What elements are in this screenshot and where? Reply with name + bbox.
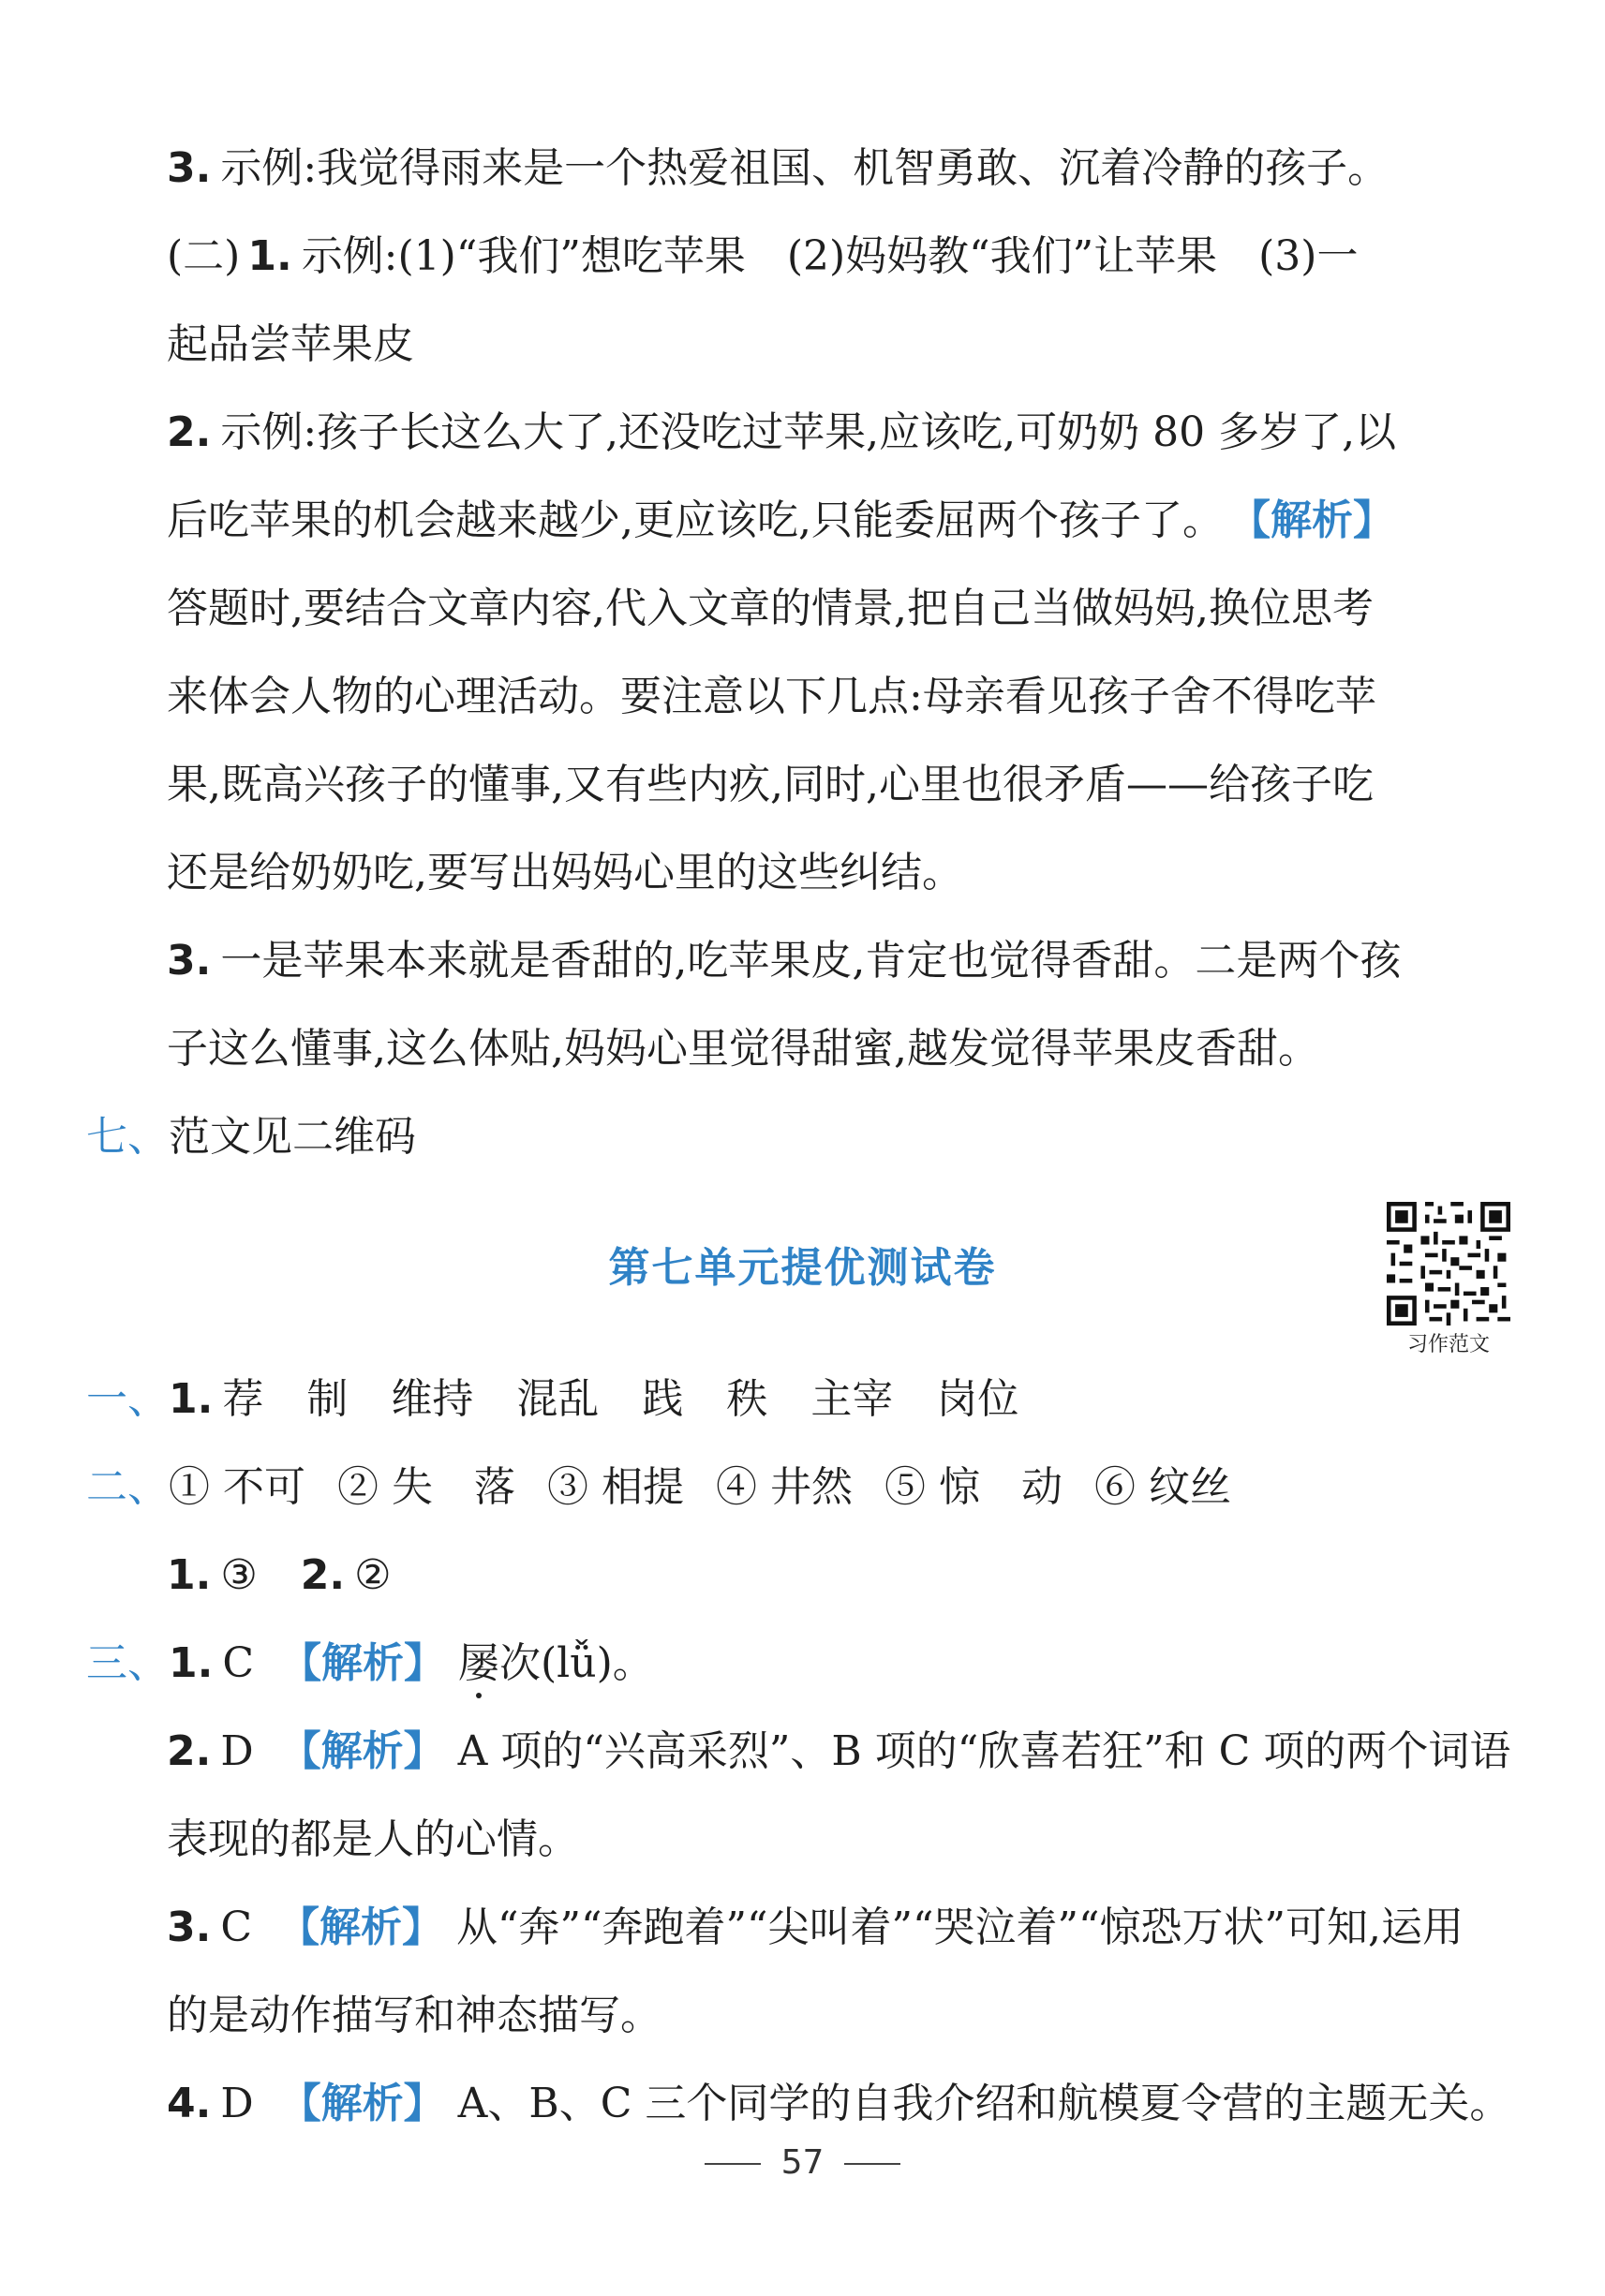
section-number: 三、 [86,1639,169,1687]
section-number: 七、 [86,1113,169,1161]
qr-code-icon[interactable] [1387,1202,1510,1326]
analysis-tag: 【解析】 [280,1639,446,1687]
section-seven: 七、范文见二维码 [86,1113,416,1161]
page-footer [0,2143,1605,2182]
answer-line: 子这么懂事,这么体贴,妈妈心里觉得甜蜜,越发觉得苹果皮香甜。 [167,1025,1319,1073]
answer-line: 2. D 【解析】 A 项的“兴高采烈”、B 项的“欣喜若狂”和 C 项的两个词语 [167,1727,1511,1775]
section-number: 二、 [86,1463,169,1511]
answer-line: 1. ③ 2. ② [167,1551,392,1599]
answer-line: 3. C 【解析】 从“奔”“奔跑着”“尖叫着”“哭泣着”“惊恐万状”可知,运用 [167,1903,1464,1951]
page-number: 57 [780,2143,825,2182]
answer-line: 三、1. C 【解析】 屡次(lǚ)。 [86,1639,654,1687]
answer-line: 4. D 【解析】 A、B、C 三个同学的自我介绍和航模夏令营的主题无关。 [167,2080,1511,2127]
analysis-tag: 【解析】 [1249,496,1394,544]
answer-line: 起品尝苹果皮 [167,320,414,368]
answer-line: 答题时,要结合文章内容,代入文章的情景,把自己当做妈妈,换位思考 [167,585,1374,632]
answer-line: 后吃苹果的机会越来越少,更应该吃,只能委屈两个孩子了。 【解析】 [167,496,1394,544]
analysis-tag: 【解析】 [279,2080,445,2127]
answer-line: 还是给奶奶吃,要写出妈妈心里的这些纠结。 [167,849,963,896]
analysis-tag: 【解析】 [278,1903,444,1951]
qr-caption: 习作范文 [1406,1333,1490,1356]
answer-line: 3. 示例:我觉得雨来是一个热爱祖国、机智勇敢、沉着冷静的孩子。 [167,144,1390,192]
page-title: 第七单元提优测试卷 [608,1244,997,1292]
analysis-tag: 【解析】 [279,1727,445,1775]
answer-line: 果,既高兴孩子的懂事,又有些内疚,同时,心里也很矛盾——给孩子吃 [167,761,1374,808]
answer-line: 一、1. 荐 制 维持 混乱 践 秩 主宰 岗位 [86,1375,1019,1423]
answer-line: (二) 1. 示例:(1)“我们”想吃苹果 (2)妈妈教“我们”让苹果 (3)一 [167,232,1359,280]
answer-line: 表现的都是人的心情。 [167,1815,579,1863]
answer-line: 2. 示例:孩子长这么大了,还没吃过苹果,应该吃,可奶奶 80 多岁了,以 [167,408,1397,456]
answer-line: 二、① 不可 ② 失 落 ③ 相提 ④ 井然 ⑤ 惊 动 ⑥ 纹丝 [86,1463,1231,1511]
answer-line: 来体会人物的心理活动。要注意以下几点:母亲看见孩子舍不得吃苹 [167,673,1376,720]
section-number: 一、 [86,1375,169,1423]
answer-line: 3. 一是苹果本来就是香甜的,吃苹果皮,肯定也觉得香甜。二是两个孩 [167,937,1402,985]
answer-line: 的是动作描写和神态描写。 [167,1992,661,2039]
